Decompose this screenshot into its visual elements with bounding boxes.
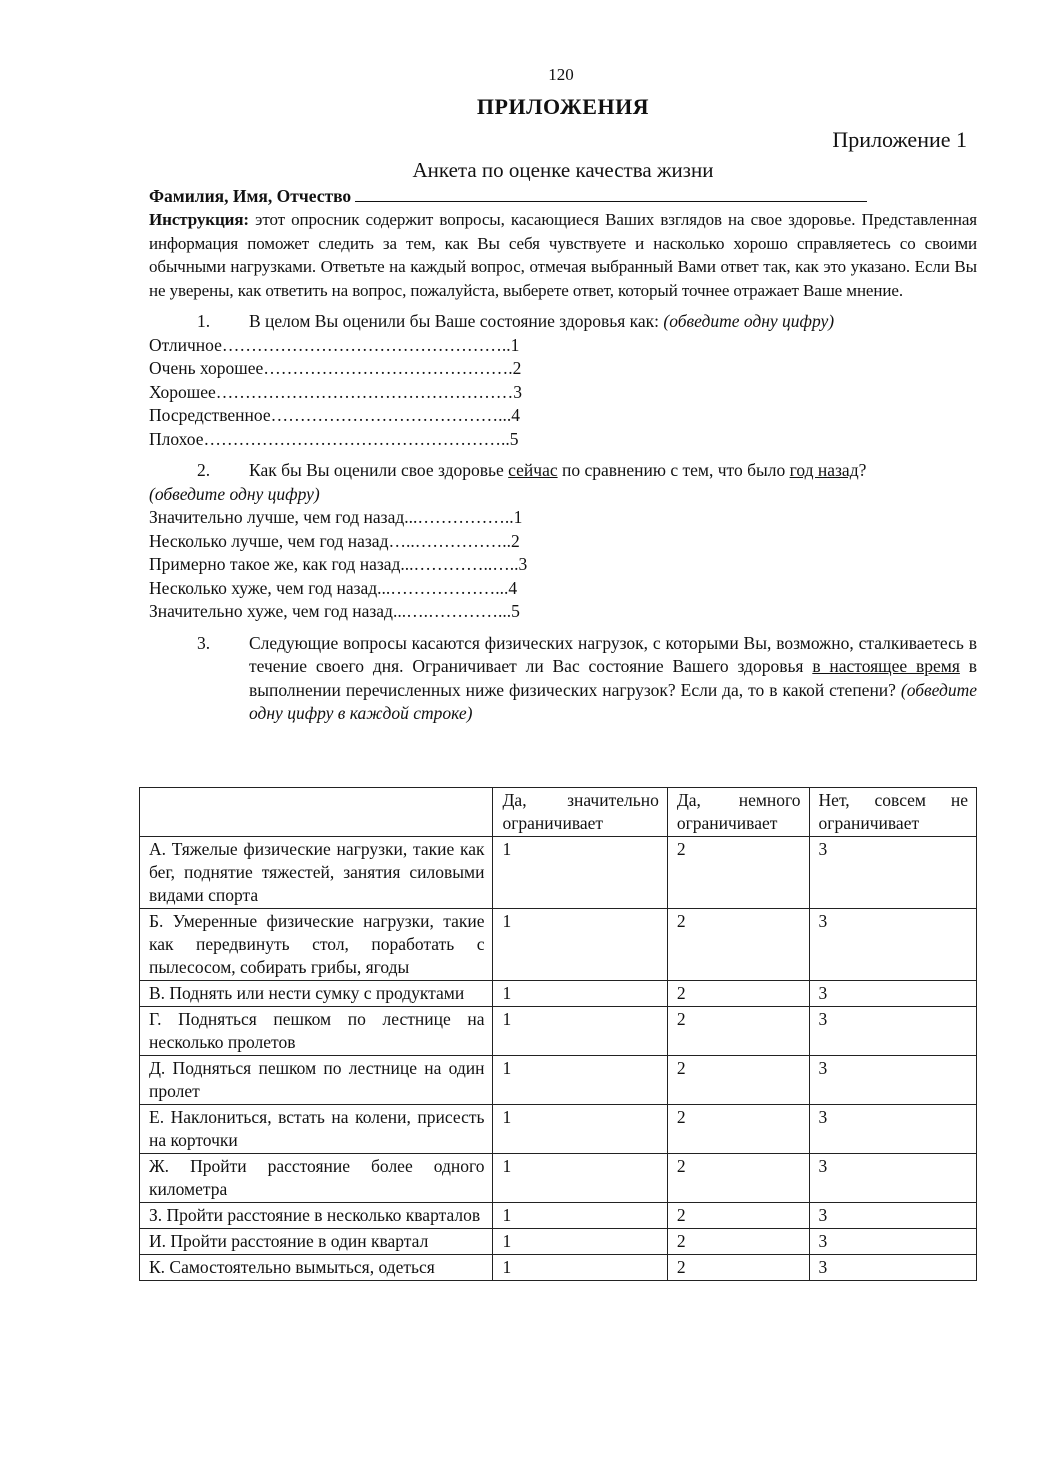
row-value-significant[interactable]: 1 <box>493 1056 667 1105</box>
row-value-significant[interactable]: 1 <box>493 1007 667 1056</box>
question-3-hint: (обведите одну цифру в каждой строке) <box>249 679 977 723</box>
table-header-blank <box>140 788 493 837</box>
table-header-col-2: Да, немного ограничивает <box>667 788 809 837</box>
q1-option: Плохое……………………………………………..5 <box>149 428 519 449</box>
document-page <box>149 60 977 726</box>
table-row <box>140 1203 977 1229</box>
activity-limits-table <box>139 787 977 1281</box>
question-3 <box>197 632 977 726</box>
section-heading: ПРИЛОЖЕНИЯ <box>476 94 650 119</box>
question-2-text-c: ? <box>858 460 867 480</box>
fio-row <box>149 184 977 208</box>
table-row <box>140 1007 977 1056</box>
q2-option: Несколько хуже, чем год назад...………………...4 <box>149 577 518 598</box>
row-value-none[interactable]: 3 <box>809 1007 976 1056</box>
question-3-text-b: в выполнении перечисленных ниже физических нагрузок? Если да, то в какой степени? <box>249 656 978 700</box>
instruction-text: этот опросник содержит вопросы, касающиеся Ваших взглядов на свое здоровье. Представленная информация поможет следить за тем, как Вы себя чувствуете и насколько хорошо справляетесь со своими обычными нагрузками. Ответьте на каждый вопрос, отмечая выбранный Вами ответ так, как это указано. Если Вы не уверены, как ответить на вопрос, пожалуйста, выберете ответ, который точнее отражает Ваше мнение. <box>149 210 977 300</box>
row-value-none[interactable]: 3 <box>809 837 976 909</box>
question-3-underline: в настоящее время <box>812 656 960 676</box>
q1-option: Очень хорошее…………………………………….2 <box>149 358 522 378</box>
table-row <box>140 1255 977 1281</box>
instruction <box>149 208 977 302</box>
page-number: 120 <box>548 65 574 84</box>
q1-option: Отличное…………………………………………..1 <box>149 334 520 355</box>
question-2-options <box>149 506 977 624</box>
question-1 <box>197 310 977 334</box>
row-value-somewhat[interactable]: 2 <box>667 837 809 909</box>
row-value-somewhat[interactable]: 2 <box>667 1007 809 1056</box>
q1-option: Хорошее……………………………………………3 <box>149 381 523 402</box>
table-row <box>140 1105 977 1154</box>
row-label: Е. Наклониться, встать на колени, присесть на корточки <box>140 1105 493 1154</box>
question-1-text: В целом Вы оценили бы Ваше состояние здоровья как: <box>249 311 660 331</box>
row-label: Д. Подняться пешком по лестнице на один пролет <box>140 1056 493 1105</box>
row-label: Г. Подняться пешком по лестнице на несколько пролетов <box>140 1007 493 1056</box>
question-2-text-a: Как бы Вы оценили свое здоровье <box>249 460 504 480</box>
row-value-none[interactable]: 3 <box>809 1154 976 1203</box>
row-value-significant[interactable]: 1 <box>493 837 667 909</box>
instruction-label: Инструкция: <box>149 210 249 229</box>
appendix-label: Приложение 1 <box>832 127 967 152</box>
row-value-none[interactable]: 3 <box>809 909 976 981</box>
row-value-significant[interactable]: 1 <box>493 1105 667 1154</box>
row-label: И. Пройти расстояние в один квартал <box>140 1229 493 1255</box>
row-value-somewhat[interactable]: 2 <box>667 909 809 981</box>
row-value-none[interactable]: 3 <box>809 1105 976 1154</box>
row-value-significant[interactable]: 1 <box>493 981 667 1007</box>
question-3-number: 3. <box>197 632 211 653</box>
question-3-text-a: Следующие вопросы касаются физических нагрузок, с которыми Вы, возможно, сталкиваетесь в течение своего дня. Ограничивает ли Вас состояние Вашего здоровья <box>249 632 977 676</box>
row-label: К. Самостоятельно вымыться, одеться <box>140 1255 493 1281</box>
row-value-significant[interactable]: 1 <box>493 1229 667 1255</box>
question-2-hint: (обведите одну цифру) <box>149 483 320 504</box>
q2-option: Значительно лучше, чем год назад...……………..1 <box>149 507 523 527</box>
question-2-underline-year: год назад <box>789 460 859 480</box>
row-value-none[interactable]: 3 <box>809 981 976 1007</box>
question-2-text-b: по сравнению с тем, что было <box>562 460 786 480</box>
row-value-significant[interactable]: 1 <box>493 909 667 981</box>
row-value-somewhat[interactable]: 2 <box>667 1203 809 1229</box>
table-row <box>140 837 977 909</box>
table-row <box>140 909 977 981</box>
table-header-col-3: Нет, совсем не ограничивает <box>809 788 976 837</box>
question-2 <box>197 459 977 483</box>
row-value-somewhat[interactable]: 2 <box>667 1056 809 1105</box>
form-title: Анкета по оценке качества жизни <box>412 158 714 182</box>
table-row <box>140 1056 977 1105</box>
row-label: З. Пройти расстояние в несколько кварталов <box>140 1203 493 1229</box>
row-label: Б. Умеренные физические нагрузки, такие как передвинуть стол, поработать с пылесосом, собирать грибы, ягоды <box>140 909 493 981</box>
row-value-somewhat[interactable]: 2 <box>667 981 809 1007</box>
q2-option: Примерно такое же, как год назад...…………..…..3 <box>149 554 528 574</box>
question-2-underline-now: сейчас <box>508 460 558 480</box>
row-value-somewhat[interactable]: 2 <box>667 1229 809 1255</box>
table-header-col-1: Да, значительно ограничивает <box>493 788 667 837</box>
q1-option: Посредственное…………………………………...4 <box>149 405 520 425</box>
row-value-significant[interactable]: 1 <box>493 1203 667 1229</box>
table-header-row <box>140 788 977 837</box>
table-row <box>140 981 977 1007</box>
question-1-options <box>149 334 977 452</box>
row-value-none[interactable]: 3 <box>809 1255 976 1281</box>
row-value-somewhat[interactable]: 2 <box>667 1255 809 1281</box>
question-1-hint: (обведите одну цифру) <box>663 311 835 331</box>
q2-option: Несколько лучше, чем год назад…..……………..2 <box>149 530 520 551</box>
row-value-none[interactable]: 3 <box>809 1056 976 1105</box>
table-body <box>140 837 977 1281</box>
row-label: В. Поднять или нести сумку с продуктами <box>140 981 493 1007</box>
row-label: А. Тяжелые физические нагрузки, такие как бег, поднятие тяжестей, занятия силовыми видами спорта <box>140 837 493 909</box>
question-2-number: 2. <box>197 460 211 480</box>
row-value-significant[interactable]: 1 <box>493 1255 667 1281</box>
row-value-significant[interactable]: 1 <box>493 1154 667 1203</box>
fio-blank-line[interactable] <box>355 184 867 202</box>
row-value-somewhat[interactable]: 2 <box>667 1154 809 1203</box>
table-row <box>140 1154 977 1203</box>
table-row <box>140 1229 977 1255</box>
question-1-number: 1. <box>197 311 211 331</box>
row-label: Ж. Пройти расстояние более одного километра <box>140 1154 493 1203</box>
fio-label: Фамилия, Имя, Отчество <box>149 186 352 206</box>
row-value-none[interactable]: 3 <box>809 1203 976 1229</box>
row-value-somewhat[interactable]: 2 <box>667 1105 809 1154</box>
q2-option: Значительно хуже, чем год назад...….…………...5 <box>149 601 520 621</box>
row-value-none[interactable]: 3 <box>809 1229 976 1255</box>
